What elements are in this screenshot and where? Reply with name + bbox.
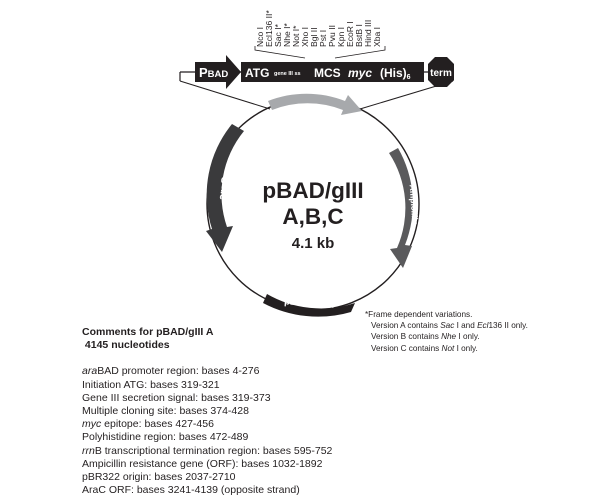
comments-list xyxy=(82,365,332,497)
mcs-site: Nhe I* xyxy=(282,23,292,47)
expression-arrow xyxy=(268,94,362,115)
myc-label: myc xyxy=(348,66,373,80)
mcs-site: Not I* xyxy=(291,25,301,47)
comments-subtitle: 4145 nucleotides xyxy=(82,339,170,352)
mcs-site: Xba I xyxy=(372,26,382,47)
list-item: pBR322 origin: bases 2037-2710 xyxy=(82,471,236,484)
mcs-site: Bgl II xyxy=(309,27,319,47)
mcs-site: EcoR I xyxy=(345,21,355,47)
list-item: rrnB transcriptional termination region: bases 595-752 xyxy=(82,444,333,457)
vector-name: pBAD/gIII xyxy=(262,178,364,203)
list-item: myc epitope: bases 427-456 xyxy=(82,418,214,431)
footnote-line: Version A contains Sac I and Ecl136 II only. xyxy=(371,321,528,331)
list-item: Gene III secretion signal: bases 319-373 xyxy=(82,391,271,404)
pbad-label: PBAD xyxy=(199,65,229,80)
mcs-site: Sac I* xyxy=(273,24,283,47)
arac-label: araC xyxy=(216,175,232,202)
mcs-site: Hind III xyxy=(363,19,373,47)
list-item: Polyhistidine region: bases 472-489 xyxy=(82,431,249,444)
mcs-site: Kpn I xyxy=(336,26,346,47)
list-item: Ampicillin resistance gene (ORF): bases 1032-1892 xyxy=(82,457,323,470)
list-item: araBAD promoter region: bases 4-276 xyxy=(82,365,260,378)
footnote-line: Version B contains Nhe I only. xyxy=(371,332,480,342)
gene-iii-ss-label: gene III ss xyxy=(274,71,301,77)
mcs-site: Pst I xyxy=(318,29,328,47)
term-label: term xyxy=(430,68,452,79)
mcs-site: Nco I xyxy=(255,26,265,47)
mcs-site: Xho I xyxy=(300,26,310,47)
atg-label: ATG xyxy=(245,66,270,80)
list-item: Multiple cloning site: bases 374-428 xyxy=(82,405,249,418)
mcs-site-labels xyxy=(255,10,382,47)
mcs-site: BstB I xyxy=(354,24,364,47)
expansion-line-left xyxy=(180,81,270,109)
mcs-site: Pvu II xyxy=(327,25,337,47)
comments-panel xyxy=(82,326,332,497)
comments-title: Comments for pBAD/gIII A xyxy=(82,326,214,338)
mcs-site: Ecl136 II* xyxy=(264,10,274,47)
list-item: AraC ORF: bases 3241-4139 (opposite strand) xyxy=(82,484,300,497)
ampicillin-label: Ampicillin xyxy=(407,184,421,226)
footnote xyxy=(365,309,528,354)
pbr322-ori-label: pBR322 ori xyxy=(283,296,335,311)
mcs-label: MCS xyxy=(314,66,341,80)
footnote-title: *Frame dependent variations. xyxy=(365,310,473,319)
vector-size: 4.1 kb xyxy=(291,235,335,252)
list-item: Initiation ATG: bases 319-321 xyxy=(82,378,220,391)
vector-versions: A,B,C xyxy=(282,204,344,229)
footnote-line: Version C contains Not I only. xyxy=(371,343,478,353)
his-tag-label: (His)6 xyxy=(380,66,411,81)
